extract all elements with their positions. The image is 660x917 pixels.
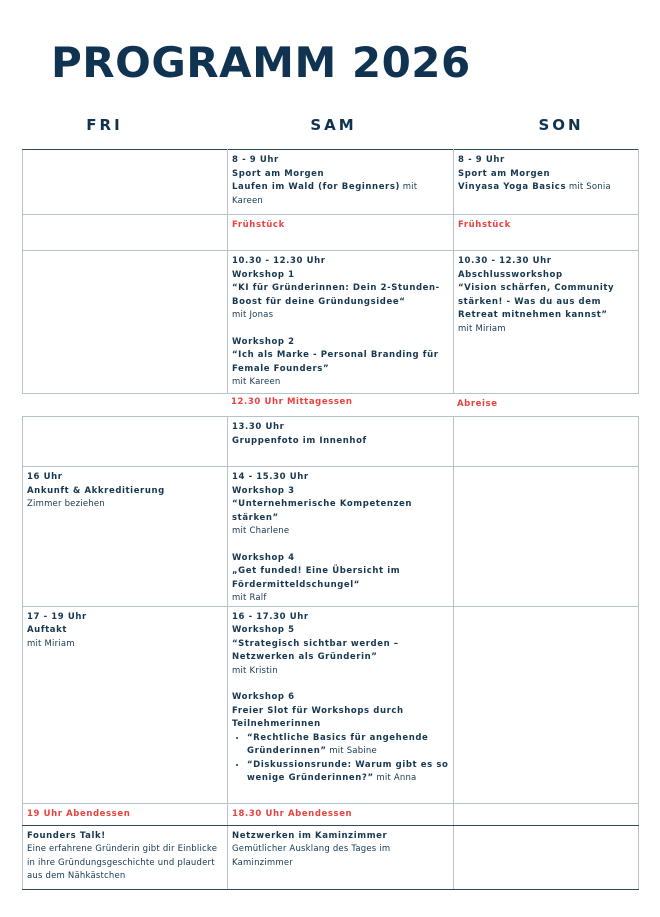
time-label: 16 Uhr [27,472,63,482]
cell-son-empty [454,467,639,607]
time-label: 13.30 Uhr [232,422,285,432]
cell-son-sport [454,150,639,215]
row-workshops-morning [23,251,639,394]
cell-son-empty [454,417,639,467]
meal-label: 18.30 Uhr Abendessen [232,808,353,819]
slot-title: “Rechtliche Basics für angehende Gründerinnen” [247,732,429,756]
host-name: mit Kareen [232,182,418,206]
meal-label: 19 Uhr Abendessen [27,808,131,819]
day-header-sam: SAM [310,116,357,134]
workshop-label: Workshop 4 [232,552,295,563]
row-dinner [23,803,639,825]
cell-fri-empty [23,417,228,467]
host-name: mit Sonia [568,182,611,192]
host-name: mit Charlene [232,526,290,536]
time-label: 8 - 9 Uhr [232,155,279,165]
cell-fri-kickoff [23,606,228,803]
cell-fri-empty [22,393,227,416]
row-evening [23,825,639,889]
schedule-table-afternoon [22,416,639,890]
session-title: Ankunft & Akkreditierung [27,485,165,496]
cell-son-empty [454,803,639,825]
meal-label: 12.30 Uhr Mittagessen [231,397,353,407]
workshop-label: Abschlussworkshop [458,269,563,280]
workshop-title: „Get funded! Eine Übersicht im Fördermitteldschungel“ [232,566,401,590]
host-name: mit Miriam [458,323,506,334]
time-label: 10.30 - 12.30 Uhr [458,256,552,266]
meal-label: Frühstück [232,220,285,230]
cell-son-departure [453,393,638,416]
cell-sam-networking [228,825,454,889]
workshop-title: “KI für Gründerinnen: Dein 2-Stunden-Boost für deine Gründungsidee“ [232,283,440,307]
list-item [247,759,449,786]
workshop-label: Workshop 2 [232,336,295,347]
session-description: Eine erfahrene Gründerin gibt dir Einblicke in ihre Gründungsgeschichte und plaudert aus dem Nähkästchen [27,844,218,881]
session-title: Founders Talk! [27,830,106,841]
workshop-label: Workshop 5 [232,625,295,635]
page-title: PROGRAMM 2026 [51,38,471,87]
cell-sam-workshops-1-2 [228,251,454,394]
host-name: mit Sabine [329,746,377,756]
workshop-label: Workshop 1 [232,269,295,280]
session-title: Auftakt [27,625,68,635]
host-name: mit Kristin [232,665,278,676]
host-name: mit Anna [376,773,417,783]
session-title: Sport am Morgen [232,168,325,179]
cell-son-empty [454,606,639,803]
host-name: mit Miriam [27,638,75,649]
cell-sam-sport [228,150,454,215]
workshop-title: “Unternehmerische Kompetenzen stärken” [232,499,413,523]
session-title: Sport am Morgen [458,168,551,179]
time-label: 14 - 15.30 Uhr [232,472,309,482]
row-sport [23,150,639,215]
row-arrival-workshops [23,467,639,607]
workshop-title: “Ich als Marke - Personal Branding für Female Founders” [232,350,439,374]
cell-fri-dinner [23,803,228,825]
activity-name: Laufen im Wald (for Beginners) [232,182,400,192]
session-title: Netzwerken im Kaminzimmer [232,830,388,841]
time-label: 10.30 - 12.30 Uhr [232,256,326,266]
cell-sam-workshops-3-4 [228,467,454,607]
workshop-label: Workshop 6 [232,692,295,702]
cell-sam-workshops-5-6 [228,606,454,803]
cell-sam-dinner [228,803,454,825]
list-item [247,732,449,759]
host-name: mit Jonas [232,310,274,320]
time-label: 17 - 19 Uhr [27,611,87,622]
meal-label: Frühstück [458,220,511,230]
workshop-title: Freier Slot für Workshops durch Teilnehmerinnen [232,705,404,729]
cell-fri-empty [23,150,228,215]
departure-label: Abreise [457,399,498,409]
row-kickoff-workshops [23,606,639,803]
row-group-photo [23,417,639,467]
slot-title: “Diskussionsrunde: Warum gibt es so wenige Gründerinnen?” [247,759,449,783]
workshop-title: “Vision schärfen, Community stärken! - Was du aus dem Retreat mitnehmen kannst” [458,283,615,320]
session-description: Gemütlicher Ausklang des Tages im Kaminzimmer [232,844,391,868]
cell-fri-empty [23,215,228,251]
host-name: mit Kareen [232,377,281,387]
cell-sam-group-photo [228,417,454,467]
time-label: 16 - 17.30 Uhr [232,611,309,622]
cell-son-empty [454,825,639,889]
schedule-table-morning [22,149,639,394]
activity-name: Vinyasa Yoga Basics [458,182,567,192]
session-note: Zimmer beziehen [27,499,105,509]
participant-slots-list [232,732,449,786]
session-title: Gruppenfoto im Innenhof [232,435,367,446]
lunch-row [22,393,638,416]
host-name: mit Ralf [232,593,267,603]
row-breakfast [23,215,639,251]
workshop-title: “Strategisch sichtbar werden – Netzwerken als Gründerin” [232,638,399,662]
day-header-fri: FRI [86,116,123,134]
time-label: 8 - 9 Uhr [458,155,505,165]
cell-son-closing-workshop [454,251,639,394]
cell-sam-breakfast [228,215,454,251]
cell-fri-arrival [23,467,228,607]
cell-fri-empty [23,251,228,394]
cell-sam-lunch [227,393,453,416]
cell-son-breakfast [454,215,639,251]
cell-fri-founders-talk [23,825,228,889]
workshop-label: Workshop 3 [232,485,295,496]
day-header-son: SON [538,116,584,134]
